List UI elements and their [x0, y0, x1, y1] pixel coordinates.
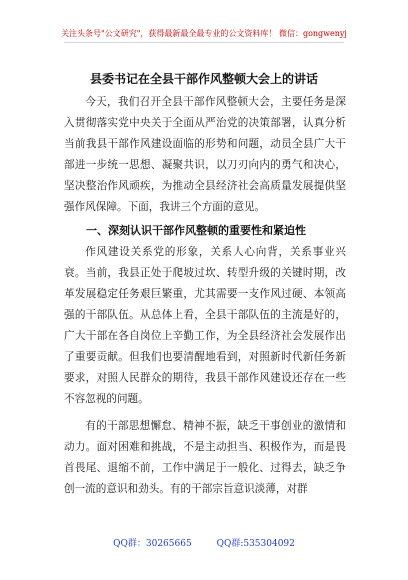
document-body [64, 92, 346, 500]
footer-qq-group-2: QQ群:535304092 [216, 539, 295, 549]
body-paragraph: 有的干部思想懈怠、精神不振，缺乏干事创业的激情和动力。面对困难和挑战，不是主动担当、积极作为，而是畏首畏尾、退缩不前，工作中满足于一般化、过得去，缺乏争创一流的意识和劲头。有的干部宗旨意识淡薄，对群 [64, 420, 346, 495]
footer-qq-group-1: QQ群：30265665 [113, 539, 192, 549]
footer-qq-groups [0, 536, 408, 549]
header-divider [64, 42, 344, 43]
section-heading-1: 一、深刻认识干部作风整顿的重要性和紧迫性 [86, 224, 306, 237]
document-title: 县委书记在全县干部作风整顿大会上的讲话 [89, 72, 318, 86]
intro-paragraph: 今天，我们召开全县干部作风整顿大会，主要任务是深入贯彻落实党中央关于全面从严治党的决策部署，认真分析当前我县干部作风建设面临的形势和问题，动员全县广大干部进一步统一思想、凝聚共识，以刀刃向内的勇气和决心，坚决整治作风顽疾，为推动全县经济社会高质量发展提供坚强作风保障。下面，我讲三个方面的意见。 [64, 96, 346, 213]
header-promo-note: 关注头条号"公文研究"，获得最新最全最专业的公文资料库！ 微信：gongwenyj [61, 29, 347, 38]
body-paragraph: 作风建设关系党的形象，关系人心向背，关系事业兴衰。当前，我县正处于爬坡过坎、转型升级的关键时期，改革发展稳定任务艰巨繁重，尤其需要一支作风过硬、本领高强的干部队伍。从总体上看，全县干部队伍的主流是好的，广大干部在各自岗位上辛勤工作，为全县经济社会发展作出了重要贡献。但我们也要清醒地看到，对照新时代新任务新要求，对照人民群众的期待，我县干部作风建设还存在一些不容忽视的问题。 [64, 246, 346, 405]
